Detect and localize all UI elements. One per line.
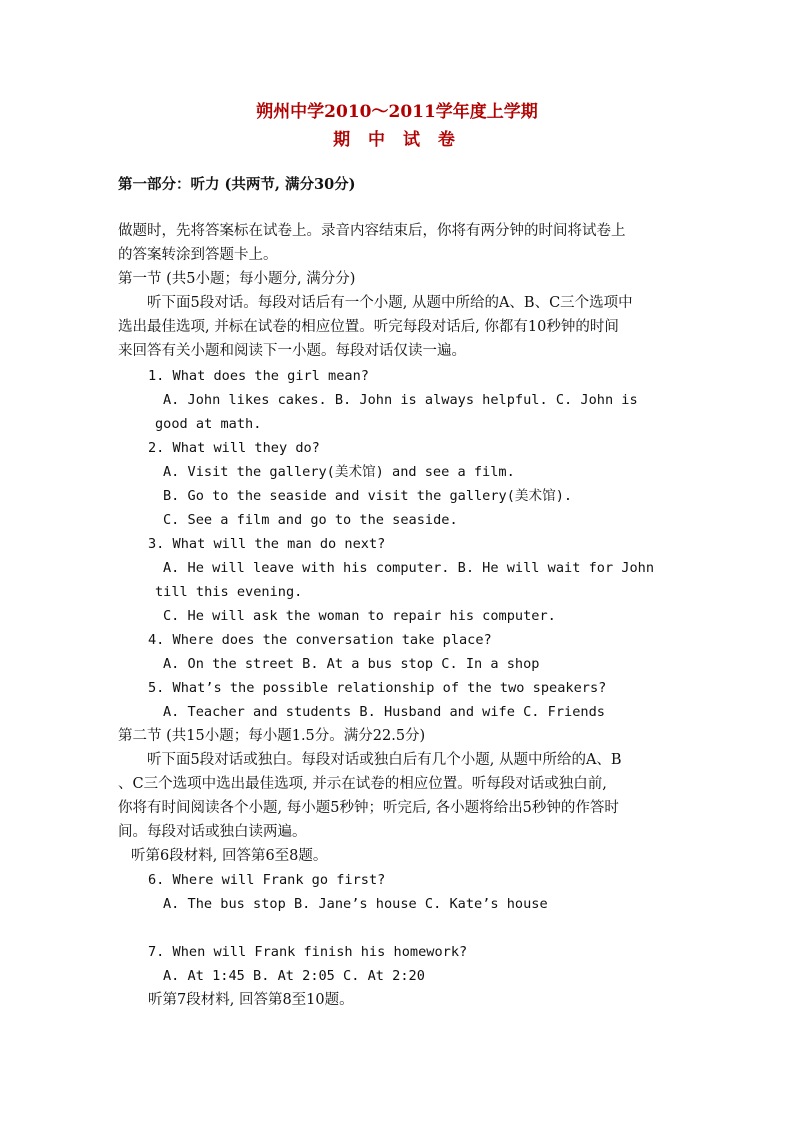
section1-instructions-2: 选出最佳选项, 并标在试卷的相应位置。听完每段对话后, 你都有10秒钟的时间 <box>118 319 619 335</box>
material-6-instruction: 听第6段材料, 回答第6至8题。 <box>131 848 328 864</box>
question-7-options: A. At 1:45 B. At 2:05 C. At 2:20 <box>163 968 425 984</box>
section2-instructions-2: 、C三个选项中选出最佳选项, 并示在试卷的相应位置。听每段对话或独白前, <box>118 776 607 792</box>
question-3-option-c: C. He will ask the woman to repair his computer. <box>163 608 556 624</box>
question-5-options: A. Teacher and students B. Husband and wife C. Friends <box>163 704 605 720</box>
question-1-options-cont: good at math. <box>155 416 262 432</box>
section2-heading: 第二节 (共15小题；每小题1.5分。满分22.5分) <box>118 728 426 744</box>
question-1-options: A. John likes cakes. B. John is always helpful. C. John is <box>163 392 638 408</box>
section1-instructions-1: 听下面5段对话。每段对话后有一个小题, 从题中所给的A、B、C三个选项中 <box>147 295 633 311</box>
question-2: 2. What will they do? <box>148 440 320 456</box>
material-7-instruction: 听第7段材料, 回答第8至10题。 <box>148 992 354 1008</box>
part1-heading: 第一部分：听力 (共两节, 满分30分) <box>118 176 356 193</box>
section2-instructions-4: 间。每段对话或独白读两遍。 <box>118 824 307 840</box>
question-2-option-b: B. Go to the seaside and visit the gallery(美术馆). <box>163 488 573 504</box>
intro-line-2: 的答案转涂到答题卡上。 <box>118 247 278 263</box>
exam-title: 朔州中学2010～2011学年度上学期 <box>256 102 538 122</box>
question-4-options: A. On the street B. At a bus stop C. In a shop <box>163 656 540 672</box>
question-7: 7. When will Frank finish his homework? <box>148 944 468 960</box>
question-6: 6. Where will Frank go first? <box>148 872 386 888</box>
question-3-options: A. He will leave with his computer. B. He will wait for John <box>163 560 655 576</box>
question-3: 3. What will the man do next? <box>148 536 386 552</box>
question-1: 1. What does the girl mean? <box>148 368 369 384</box>
question-5: 5. What’s the possible relationship of the two speakers? <box>148 680 607 696</box>
question-6-options: A. The bus stop B. Jane’s house C. Kate’s house <box>163 896 548 912</box>
question-4: 4. Where does the conversation take place? <box>148 632 492 648</box>
question-3-options-cont: till this evening. <box>155 584 303 600</box>
section2-instructions-1: 听下面5段对话或独白。每段对话或独白后有几个小题, 从题中所给的A、B <box>147 752 622 768</box>
section2-instructions-3: 你将有时间阅读各个小题, 每小题5秒钟；听完后, 各小题将给出5秒钟的作答时 <box>118 800 619 816</box>
question-2-option-c: C. See a film and go to the seaside. <box>163 512 458 528</box>
intro-line-1: 做题时，先将答案标在试卷上。录音内容结束后，你将有两分钟的时间将试卷上 <box>118 223 626 239</box>
section1-heading: 第一节 (共5小题；每小题分, 满分分) <box>118 271 356 287</box>
section1-instructions-3: 来回答有关小题和阅读下一小题。每段对话仅读一遍。 <box>118 343 466 359</box>
question-2-option-a: A. Visit the gallery(美术馆) and see a film. <box>163 464 515 480</box>
exam-subtitle: 期 中 试 卷 <box>333 130 461 150</box>
